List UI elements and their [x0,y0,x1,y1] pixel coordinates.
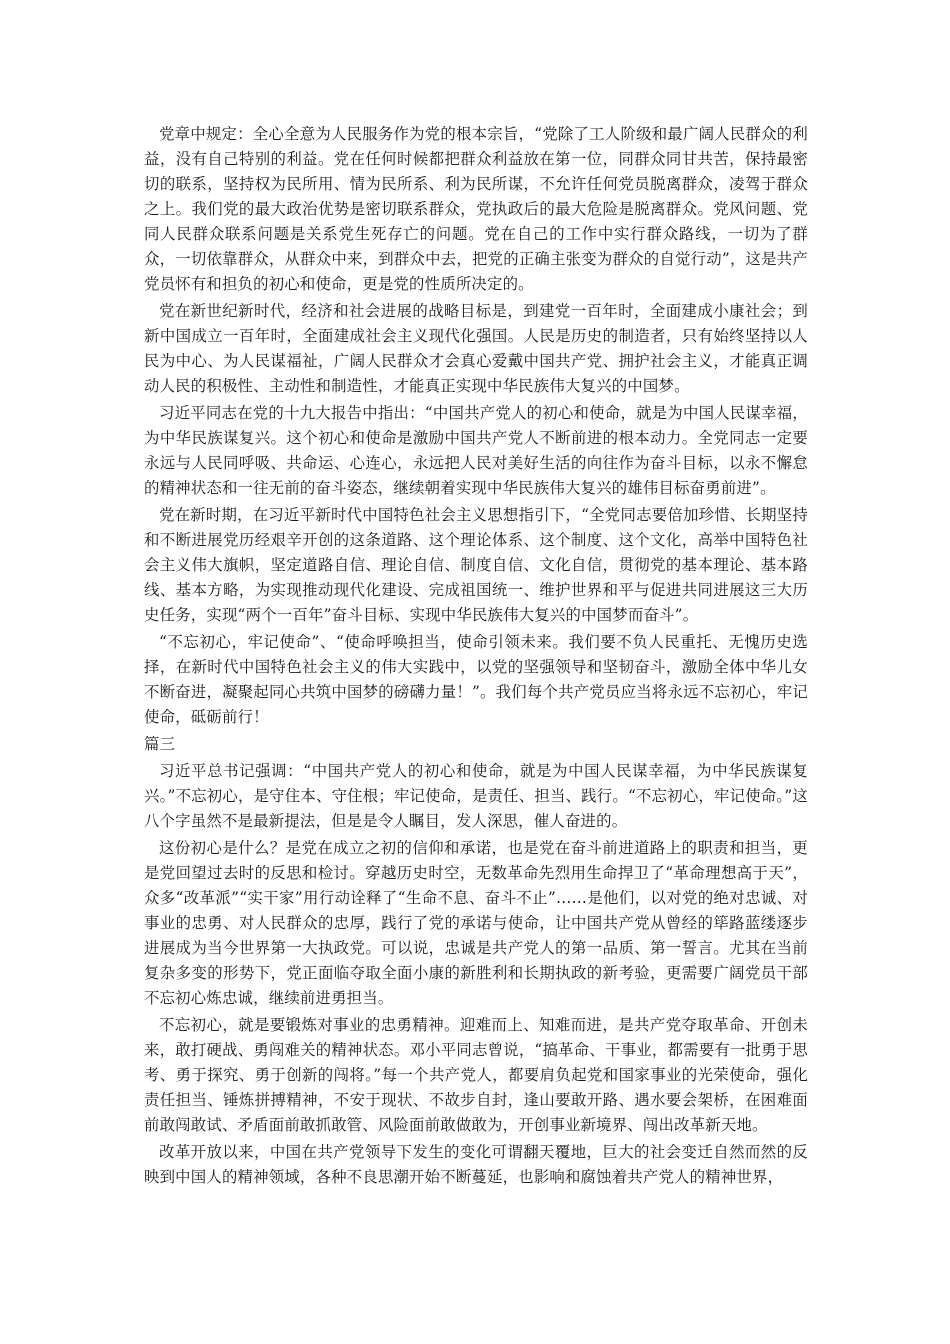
paragraph: 这份初心是什么？是党在成立之初的信仰和承诺，也是党在奋斗前进道路上的职责和担当，更是党回望过去时的反思和检讨。穿越历史时空，无数革命先烈用生命捍卫了“革命理想高于天”，众多“改革派”“实干家”用行动诠释了“生命不息、奋斗不止”……是他们，以对党的绝对忠诚、对事业的忠勇、对人民群众的忠厚，践行了党的承诺与使命，让中国共产党从曾经的筚路蓝缕逐步进展成为当今世界第一大执政党。可以说，忠诚是共产党人的第一品质、第一誓言。尤其在当前复杂多变的形势下，党正面临夺取全面小康的新胜利和长期执政的新考验，更需要广阔党员干部不忘初心炼忠诚，继续前进勇担当。 [144,839,808,1007]
paragraph: 改革开放以来，中国在共产党领导下发生的变化可谓翻天覆地，巨大的社会变迁自然而然的反映到中国人的精神领域，各种不良思潮开始不断蔓延，也影响和腐蚀着共产党人的精神世界， [144,1143,808,1186]
paragraph: 党在新时期，在习近平新时代中国特色社会主义思想指引下，“全党同志要倍加珍惜、长期坚持和不断进展党历经艰辛开创的这条道路、这个理论体系、这个制度、这个文化，高举中国特色社会主义伟大旗帜，坚定道路自信、理论自信、制度自信、文化自信，贯彻党的基本理论、基本路线、基本方略，为实现推动现代化建设、完成祖国统一、维护世界和平与促进共同进展这三大历史任务，实现“两个一百年”奋斗目标、实现中华民族伟大复兴的中国梦而奋斗”。 [144,506,808,624]
paragraph: 习近平同志在党的十九大报告中指出：“中国共产党人的初心和使命，就是为中国人民谋幸福，为中华民族谋复兴。这个初心和使命是激励中国共产党人不断前进的根本动力。全党同志一定要永远与人民同呼吸、共命运、心连心，永远把人民对美好生活的向往作为奋斗目标，以永不懈怠的精神状态和一往无前的奋斗姿态，继续朝着实现中华民族伟大复兴的雄伟目标奋勇前进”。 [144,404,808,497]
paragraph: 党章中规定：全心全意为人民服务作为党的根本宗旨，“党除了工人阶级和最广阔人民群众的利益，没有自己特别的利益。党在任何时候都把群众利益放在第一位，同群众同甘共苦，保持最密切的联系，坚持权为民所用、情为民所系、利为民所谋，不允许任何党员脱离群众，凌驾于群众之上。我们党的最大政治优势是密切联系群众，党执政后的最大危险是脱离群众。党风问题、党同人民群众联系问题是关系党生死存亡的问题。党在自己的工作中实行群众路线，一切为了群众，一切依靠群众，从群众中来，到群众中去，把党的正确主张变为群众的自觉行动”，这是共产党员怀有和担负的初心和使命，更是党的性质所决定的。 [144,125,808,293]
paragraph: 习近平总书记强调：“中国共产党人的初心和使命，就是为中国人民谋幸福，为中华民族谋复兴。”不忘初心，是守住本、守住根；牢记使命，是责任、担当、践行。“不忘初心，牢记使命。”这八个字虽然不是最新提法，但是是令人瞩目，发人深思，催人奋进的。 [144,762,808,830]
section-heading: 篇三 [144,735,176,753]
paragraph: “不忘初心，牢记使命”、“使命呼唤担当，使命引领未来。我们要不负人民重托、无愧历史选择，在新时代中国特色社会主义的伟大实践中，以党的坚强领导和坚韧奋斗，激励全体中华儿女不断奋进，凝聚起同心共筑中国梦的磅礴力量！”。我们每个共产党员应当将永远不忘初心，牢记使命，砥砺前行！ [144,633,808,726]
paragraph: 党在新世纪新时代，经济和社会进展的战略目标是，到建党一百年时，全面建成小康社会；到新中国成立一百年时，全面建成社会主义现代化强国。人民是历史的制造者，只有始终坚持以人民为中心、为人民谋福祉，广阔人民群众才会真心爱戴中国共产党、拥护社会主义，才能真正调动人民的积极性、主动性和制造性，才能真正实现中华民族伟大复兴的中国梦。 [144,302,808,395]
paragraph: 不忘初心，就是要锻炼对事业的忠勇精神。迎难而上、知难而进，是共产党夺取革命、开创未来，敢打硬战、勇闯难关的精神状态。邓小平同志曾说，“搞革命、干事业，都需要有一批勇于思考、勇于探究、勇于创新的闯将。”每一个共产党人，都要肩负起党和国家事业的光荣使命，强化责任担当、锤炼拼搏精神，不安于现状、不故步自封，逢山要敢开路、遇水要会架桥，在困难面前敢闯敢试、矛盾面前敢抓敢管、风险面前敢做敢为，开创事业新境界、闯出改革新天地。 [144,1016,808,1134]
document-page [144,122,808,1190]
